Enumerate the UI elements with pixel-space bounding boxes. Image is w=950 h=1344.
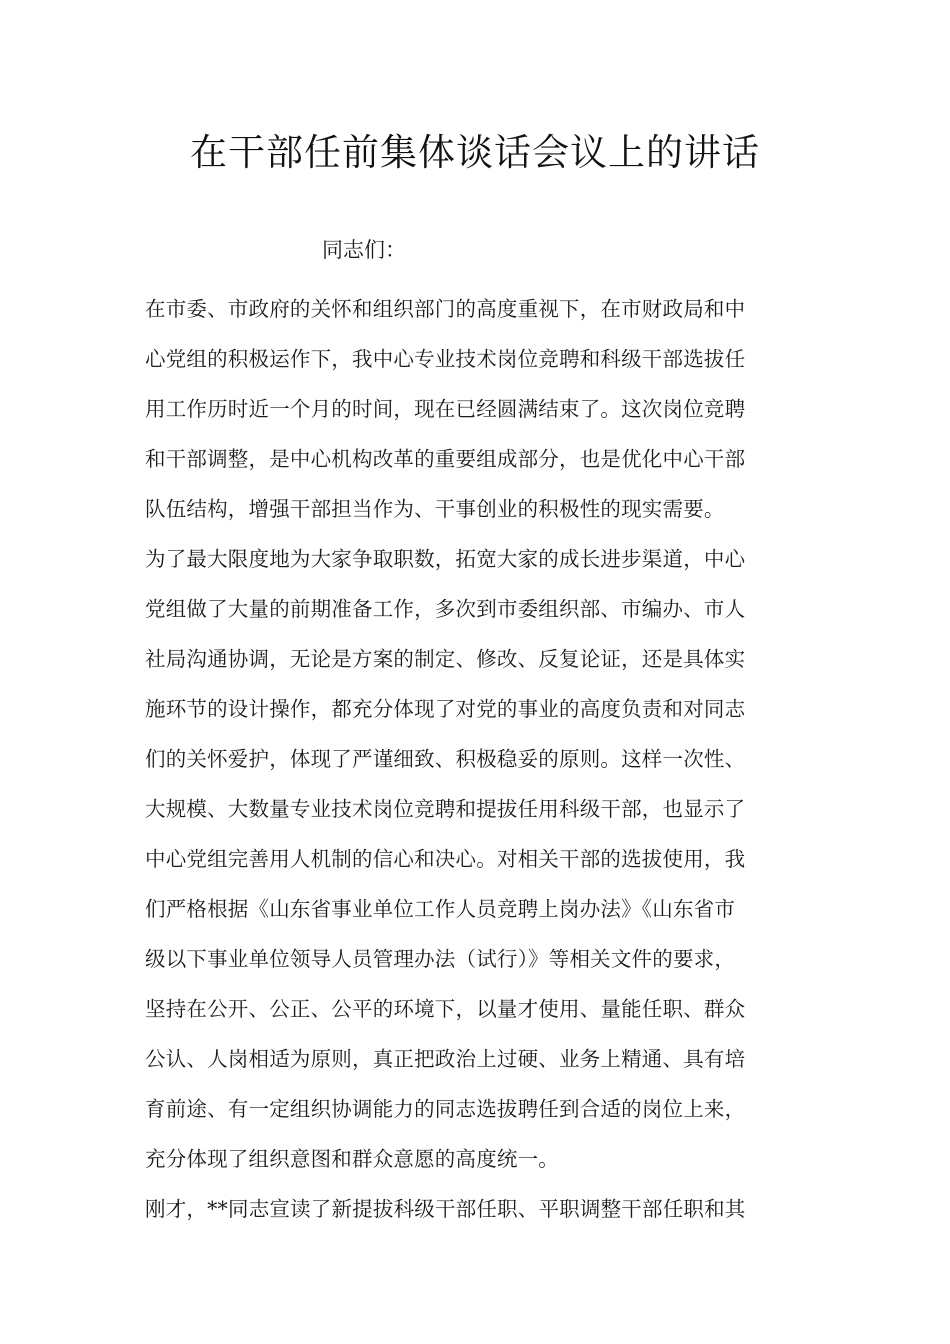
text-line: 公认、人岗相适为原则，真正把政治上过硬、业务上精通、具有培 [145, 1047, 746, 1071]
salutation: 同志们： [322, 238, 406, 262]
text-line: 充分体现了组织意图和群众意愿的高度统一。 [145, 1147, 559, 1171]
paragraph-3 [145, 1184, 810, 1234]
text-line: 大规模、大数量专业技术岗位竞聘和提拔任用科级干部，也显示了 [145, 797, 746, 821]
text-line: 队伍结构，增强干部担当作为、干事创业的积极性的现实需要。 [145, 497, 725, 521]
text-line: 在市委、市政府的关怀和组织部门的高度重视下，在市财政局和中 [145, 297, 746, 321]
text-line: 中心党组完善用人机制的信心和决心。对相关干部的选拔使用，我 [145, 847, 746, 871]
text-line: 施环节的设计操作，都充分体现了对党的事业的高度负责和对同志 [145, 697, 746, 721]
text-line: 和干部调整，是中心机构改革的重要组成部分，也是优化中心干部 [145, 447, 746, 471]
paragraph-1 [145, 284, 810, 534]
document-title: 在干部任前集体谈话会议上的讲话 [190, 131, 760, 174]
text-line: 坚持在公开、公正、公平的环境下，以量才使用、量能任职、群众 [145, 997, 746, 1021]
document-body [145, 284, 810, 1234]
text-line: 党组做了大量的前期准备工作，多次到市委组织部、市编办、市人 [145, 597, 746, 621]
text-line: 育前途、有一定组织协调能力的同志选拔聘任到合适的岗位上来， [145, 1097, 746, 1121]
paragraph-2 [145, 534, 810, 1184]
text-line: 们的关怀爱护，体现了严谨细致、积极稳妥的原则。这样一次性、 [145, 747, 746, 771]
text-line: 心党组的积极运作下，我中心专业技术岗位竞聘和科级干部选拔任 [145, 347, 746, 371]
text-line: 级以下事业单位领导人员管理办法（试行）》等相关文件的要求， [145, 947, 736, 971]
text-line: 刚才，**同志宣读了新提拔科级干部任职、平职调整干部任职和其 [145, 1197, 746, 1221]
text-line: 为了最大限度地为大家争取职数，拓宽大家的成长进步渠道，中心 [145, 547, 746, 571]
text-line: 用工作历时近一个月的时间，现在已经圆满结束了。这次岗位竞聘 [145, 397, 746, 421]
text-line: 们严格根据《山东省事业单位工作人员竞聘上岗办法》《山东省市 [145, 897, 736, 921]
text-line: 社局沟通协调，无论是方案的制定、修改、反复论证，还是具体实 [145, 647, 746, 671]
